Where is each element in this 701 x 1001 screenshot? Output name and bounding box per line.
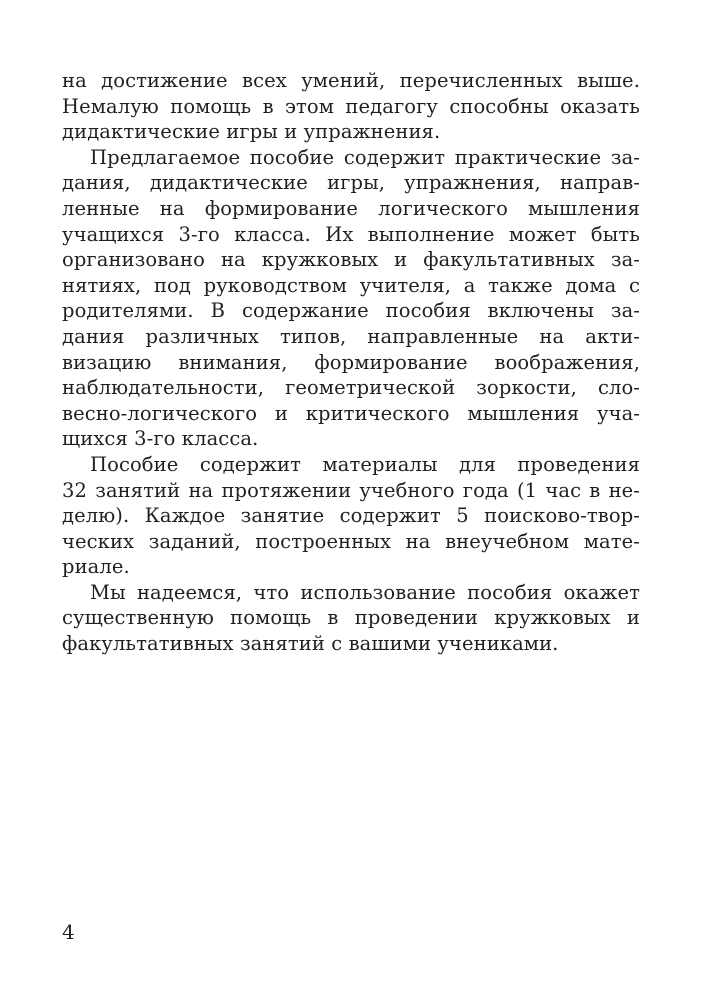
text-line: на достижение всех умений, перечисленных выше. <box>62 69 640 92</box>
paragraph <box>62 580 640 657</box>
paragraph <box>62 145 640 452</box>
text-line: существенную помощь в проведении кружковых и <box>62 606 640 630</box>
text-line: весно-логического и критического мышления уча- <box>62 401 640 425</box>
text-line: щихся 3-го класса. <box>62 427 259 451</box>
page-number: 4 <box>62 920 75 944</box>
text-line: делю). Каждое занятие содержит 5 поисково-твор- <box>62 504 640 528</box>
body-text <box>62 68 640 657</box>
text-line: Мы надеемся, что использование пособия окажет <box>90 580 640 604</box>
text-line: Предлагаемое пособие содержит практические за- <box>90 145 640 169</box>
text-line: Пособие содержит материалы для проведения <box>90 452 640 476</box>
paragraph <box>62 68 640 145</box>
text-line: дидактические игры и упражнения. <box>62 120 441 144</box>
text-line: дания, дидактические игры, упражнения, направ- <box>62 171 640 195</box>
text-line: наблюдательности, геометрической зоркости, сло- <box>62 376 640 400</box>
text-line: организовано на кружковых и факультативных за- <box>62 248 640 272</box>
text-line: визацию внимания, формирование воображения, <box>62 350 640 374</box>
text-line: Немалую помощь в этом педагогу способны оказать <box>62 94 640 118</box>
text-line: риале. <box>62 555 130 579</box>
text-line: учащихся 3-го класса. Их выполнение может быть <box>62 222 640 246</box>
text-line: родителями. В содержание пособия включены за- <box>62 299 640 323</box>
text-line: дания различных типов, направленные на акти- <box>62 324 640 348</box>
text-line: нятиях, под руководством учителя, а также дома с <box>62 273 640 297</box>
text-line: факультативных занятий с вашими учениками. <box>62 632 559 656</box>
paragraph <box>62 452 640 580</box>
text-line: ленные на формирование логического мышления <box>62 196 640 220</box>
text-line: ческих заданий, построенных на внеучебном мате- <box>62 529 640 553</box>
text-line: 32 занятий на протяжении учебного года (1 час в не- <box>62 478 640 502</box>
